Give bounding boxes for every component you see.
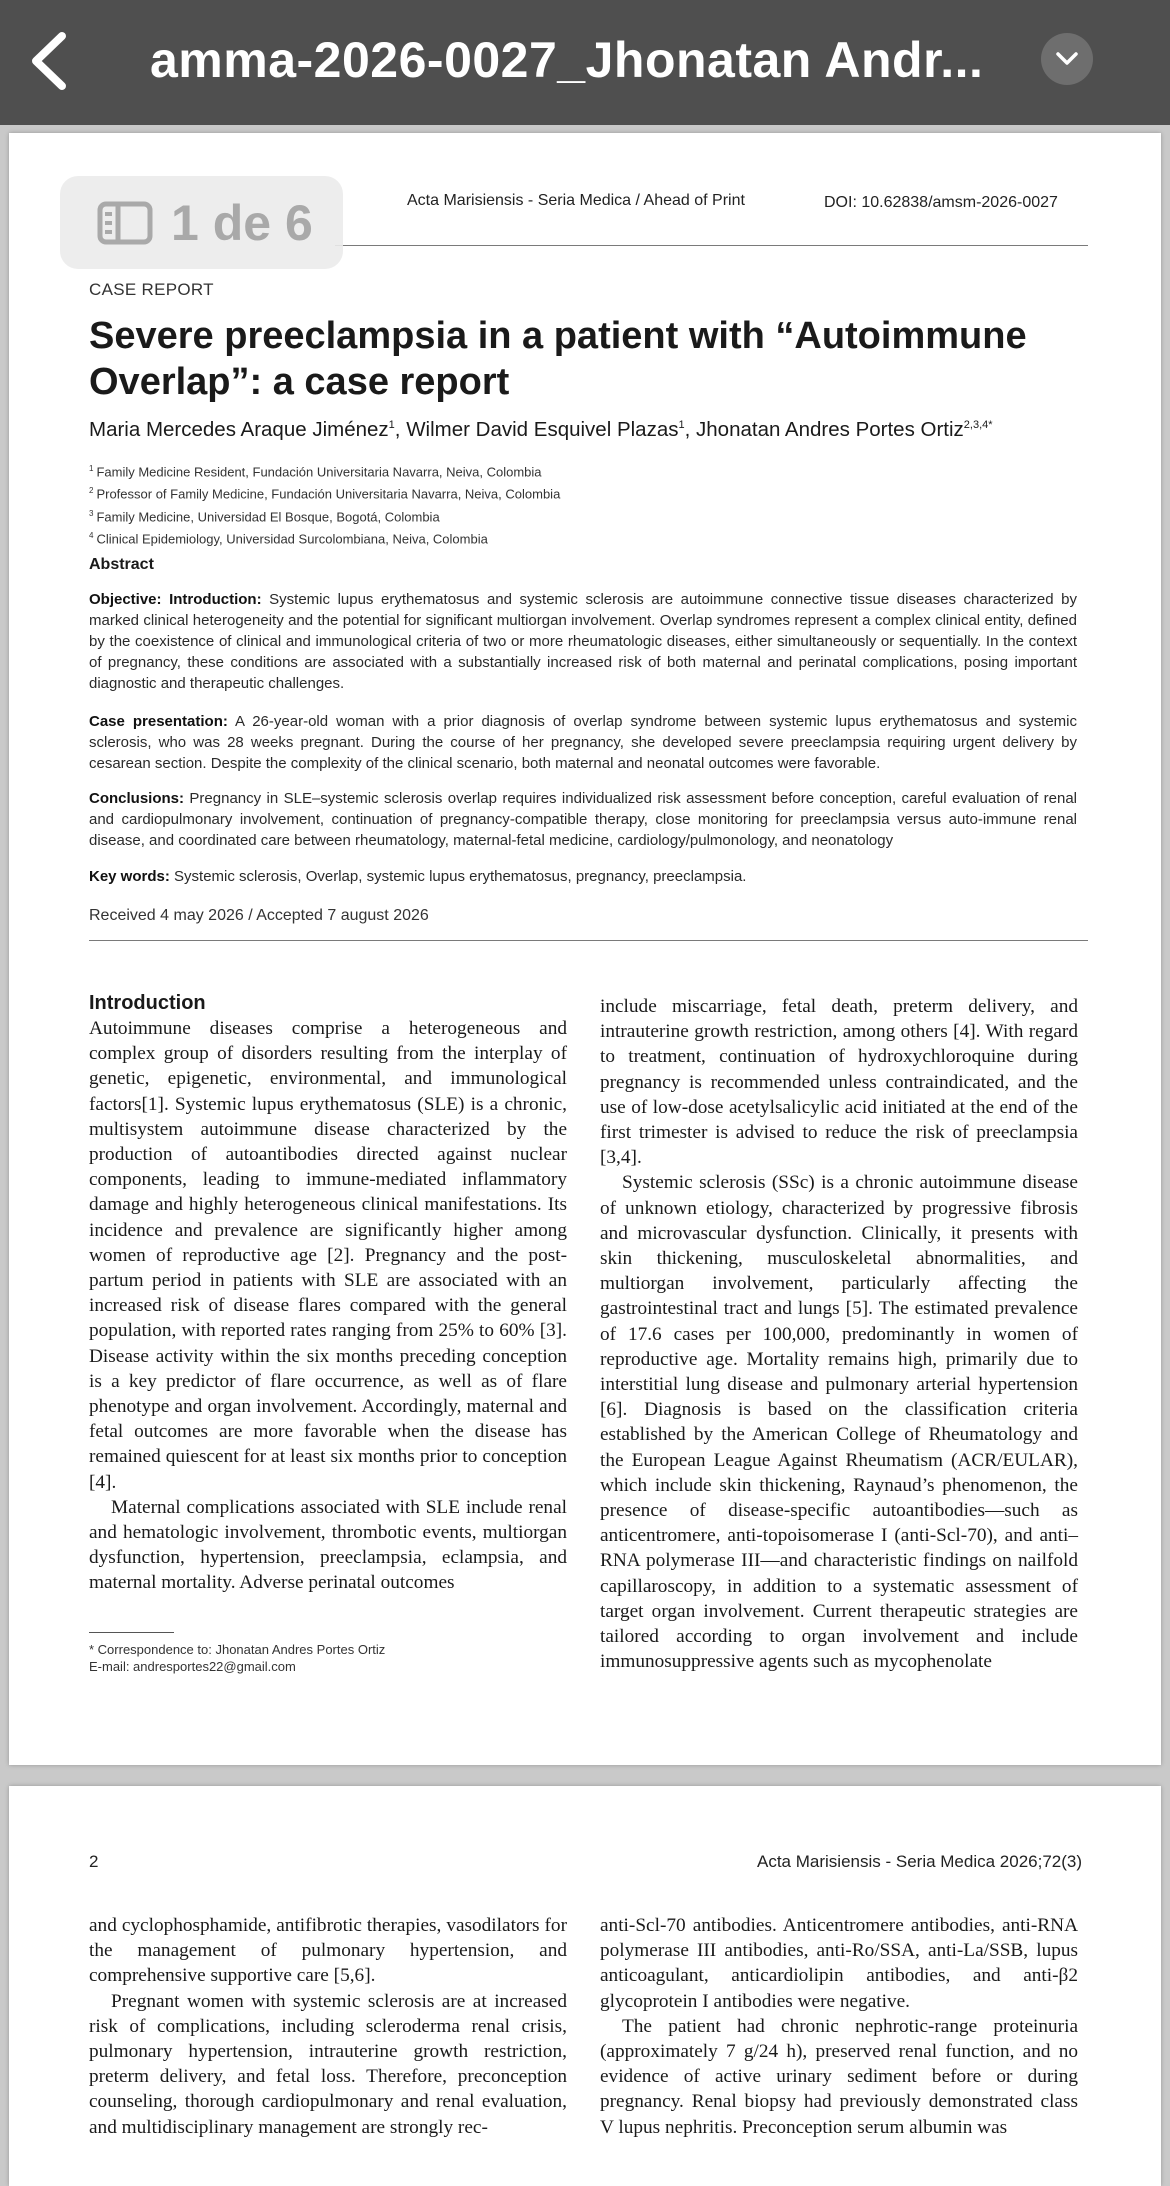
abstract-heading: Abstract [89, 556, 154, 573]
chevron-down-icon [1054, 48, 1080, 70]
affiliation-item: $^4$ Clinical Epidemiology, Universidad Surcolombiana, Neiva, Colombia [89, 530, 488, 547]
chevron-left-icon [18, 26, 88, 96]
left-column [89, 990, 567, 1596]
abstract-rule [89, 940, 1088, 941]
received-accepted-dates: Received 4 may 2026 / Accepted 7 august 2026 [89, 907, 429, 924]
body-paragraph: Maternal complications associated with SLE include renal and hematologic involvement, thrombotic events, multiorgan dysfunction, hypertension, preeclampsia, eclampsia, and maternal mortality. Adverse perinatal outcomes [89, 1496, 567, 1594]
body-paragraph: Systemic sclerosis (SSc) is a chronic autoimmune disease of unknown etiology, characterized by progressive fibrosis and microvascular dysfunction. Clinically, it presents with skin thickening, musculoskeletal abnormalities, and multiorgan involvement, particularly affecting the gastrointestinal tract and lungs [5]. The estimated prevalence of 17.6 cases per 100,000, predominantly in women of reproductive age. Mortality remains high, primarily due to interstitial lung disease and pulmonary arterial hypertension [6]. Diagnosis is based on the classification criteria established by the American College of Rheumatology and the European League Against Rheumatism (ACR/EULAR), which include skin thickening, Raynaud’s phenomenon, the presence of disease-specific autoantibodies—such as anticentromere, anti-topoisomerase I (anti-Scl-70), and anti–RNA polymerase III—and characteristic findings on nailfold capillaroscopy, in addition to a systematic assessment of target organ involvement. Current therapeutic strategies are tailored according to organ involvement and include immunosuppressive agents such as mycophenolate [600, 1172, 1078, 1673]
page-indicator[interactable] [60, 176, 343, 269]
abstract-conclusions: Conclusions: Pregnancy in SLE–systemic sclerosis overlap requires individualized risk assessment before conception, careful evaluation of renal and cardiopulmonary involvement, continuation of pregnancy-compatible therapy, close monitoring for preeclampsia versus auto-immune renal disease, and coordinated care between rheumatology, maternal-fetal medicine, cardiology/pulmonology, and neonatology [89, 790, 1077, 849]
pdf-page-2[interactable] [9, 1786, 1161, 2186]
right-column [600, 1913, 1078, 2140]
body-paragraph: Autoimmune diseases comprise a heterogeneous and complex group of disorders resulting from the interplay of genetic, epigenetic, environmental, and immunological factors[1]. Systemic lupus erythematosus (SLE) is a chronic, multisystem autoimmune disease characterized by the production of autoantibodies directed against nuclear components, leading to immune-mediated inflammatory damage and highly heterogeneous clinical manifestations. Its incidence and prevalence are significantly higher among women of reproductive age [2]. Pregnancy and the post-partum period in patients with SLE are associated with an increased risk of disease flares compared with the general population, with reported rates ranging from 25% to 60% [3]. Disease activity within the six months preceding conception is a key predictor of flare occurrence, as well as of flare phenotype and organ involvement. Accordingly, maternal and fetal outcomes are more favorable when the disease has remained quiescent for at least six months prior to conception [4]. [89, 1018, 567, 1493]
top-bar [0, 0, 1170, 125]
affiliation-item: $^1$ Family Medicine Resident, Fundación Universitaria Navarra, Neiva, Colombia [89, 464, 542, 480]
body-paragraph: Pregnant women with systemic sclerosis are at increased risk of complications, including scleroderma renal crisis, pulmonary hypertension, intrauterine growth restriction, preterm delivery, and fetal loss. Therefore, preconception counseling, thorough cardiopulmonary and renal evaluation, and multidisciplinary management are strongly rec- [89, 1990, 567, 2138]
author-affil-ref: 1 [388, 419, 395, 432]
header-rule [335, 245, 1088, 246]
affiliation-item: $^3$ Family Medicine, Universidad El Bosque, Bogotá, Colombia [89, 508, 440, 524]
author-name: Wilmer David Esquivel Plazas [406, 418, 679, 441]
pdf-page-1[interactable] [9, 133, 1161, 1765]
author-name: Maria Mercedes Araque Jiménez [89, 418, 389, 441]
body-paragraph: anti-Scl-70 antibodies. Anticentromere antibodies, anti-RNA polymerase III antibodies, anti-Ro/SSA, anti-La/SSB, lupus anticoagulant, anticardiolipin antibodies, and anti-β2 glycoprotein I antibodies were negative. [600, 1915, 1078, 2012]
page-indicator-label: 1 de 6 [171, 195, 313, 251]
author-name: Jhonatan Andres Portes Ortiz [696, 418, 964, 441]
page-number: 2 [89, 1852, 99, 1871]
journal-header: Acta Marisiensis - Seria Medica 2026;72(3) [757, 1852, 1083, 1871]
journal-header: Acta Marisiensis - Seria Medica / Ahead of Print [407, 192, 745, 209]
keywords: Key words: Systemic sclerosis, Overlap, systemic lupus erythematosus, pregnancy, preeclampsia. [89, 868, 747, 885]
document-title: amma-2026-0027_Jhonatan Andr... [150, 32, 984, 88]
footnote-rule [89, 1632, 174, 1633]
right-column [600, 994, 1078, 1674]
article-title: Severe preeclampsia in a patient with “Autoimmune Overlap”: a case report [89, 315, 1027, 403]
body-paragraph: and cyclophosphamide, antifibrotic therapies, vasodilators for the management of pulmonary hypertension, and comprehensive supportive care [5,6]. [89, 1915, 567, 1987]
correspondence-footnote: * Correspondence to: Jhonatan Andres Portes Ortiz E-mail: andresportes22@gmail.com [89, 1642, 386, 1674]
author-affil-ref: 2,3,4* [963, 419, 993, 432]
title-menu-button[interactable] [1041, 33, 1093, 85]
author-affil-ref: 1 [678, 419, 685, 432]
email-link[interactable]: E-mail: andresportes22@gmail.com [89, 1659, 296, 1674]
doi: DOI: 10.62838/amsm-2026-0027 [824, 194, 1058, 211]
affiliation-item: $^2$ Professor of Family Medicine, Fundación Universitaria Navarra, Neiva, Colombia [89, 486, 561, 502]
left-column [89, 1913, 567, 2140]
abstract-case-presentation: Case presentation: A 26-year-old woman with a prior diagnosis of overlap syndrome between systemic lupus erythematosus and systemic sclerosis, who was 28 weeks pregnant. During the course of her pregnancy, she developed severe preeclampsia requiring urgent delivery by cesarean section. Despite the complexity of the clinical scenario, both maternal and neonatal outcomes were favorable. [89, 713, 1077, 772]
back-button[interactable] [18, 26, 88, 96]
section-heading: Introduction [89, 992, 206, 1014]
body-paragraph: The patient had chronic nephrotic-range proteinuria (approximately 7 g/24 h), preserved renal function, and no evidence of active urinary sediment before or during pregnancy. Renal biopsy had previously demonstrated class V lupus nephritis. Preconception serum albumin was [600, 2015, 1078, 2138]
affiliation-list [89, 459, 560, 548]
sidebar-icon [97, 201, 153, 245]
author-list: Maria Mercedes Araque Jiménez$^1$, Wilmer David Esquivel Plazas$^1$, Jhonatan Andres Portes Ortiz$^{2,3,4*}$ [89, 418, 993, 441]
article-type: CASE REPORT [89, 280, 214, 299]
body-paragraph: include miscarriage, fetal death, preterm delivery, and intrauterine growth restriction, among others [4]. With regard to treatment, continuation of hydroxychloroquine during pregnancy is recommended unless contraindicated, and the use of low-dose acetylsalicylic acid initiated at the end of the first trimester is advised to reduce the risk of preeclampsia [3,4]. [600, 996, 1078, 1169]
abstract-objective: Objective: Introduction: Systemic lupus erythematosus and systemic sclerosis are autoimmune connective tissue diseases characterized by marked clinical heterogeneity and the potential for significant multiorgan involvement. Overlap syndromes represent a complex clinical entity, defined by the coexistence of clinical and immunological criteria of two or more rheumatologic diseases, either simultaneously or sequentially. In the context of pregnancy, these conditions are associated with a substantially increased risk of both maternal and perinatal complications, posing important diagnostic and therapeutic challenges. [89, 591, 1077, 692]
